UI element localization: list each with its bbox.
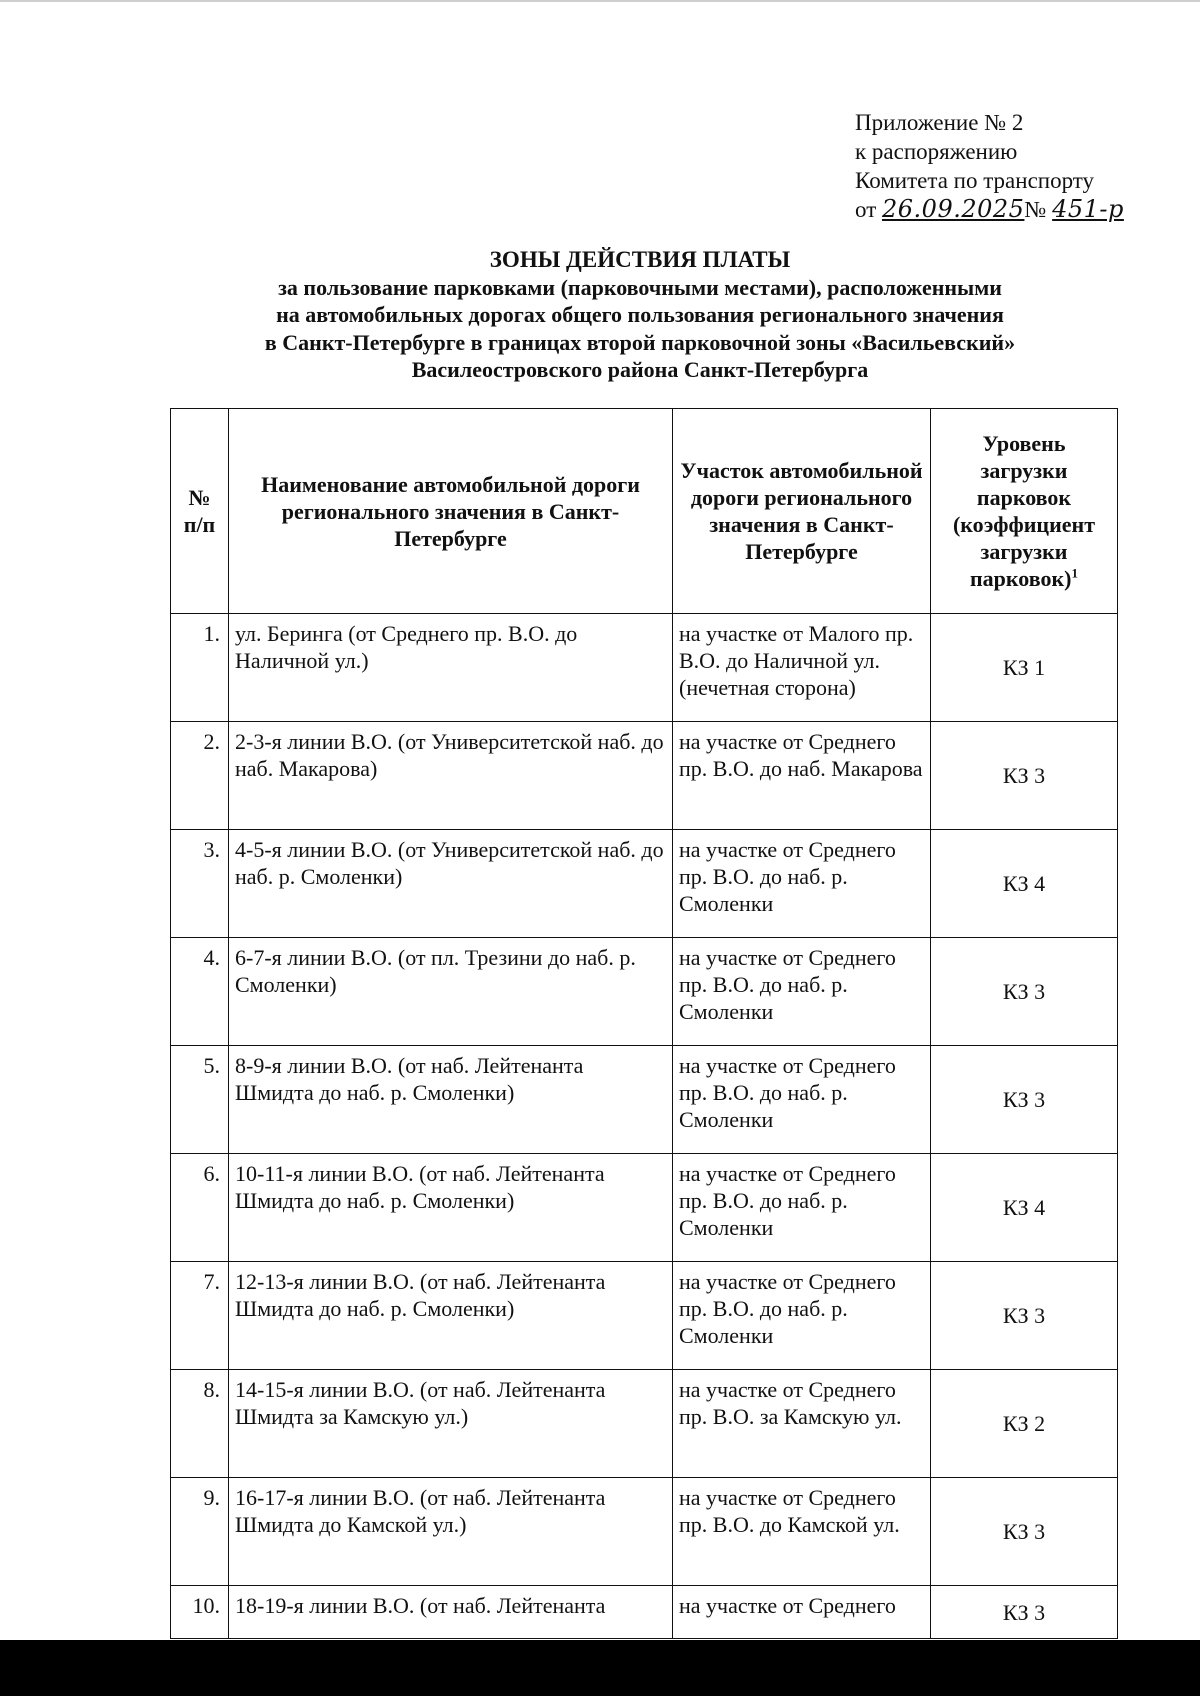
appendix-block (855, 108, 1185, 224)
load-level: КЗ 4 (931, 830, 1118, 938)
road-name: 6-7-я линии В.О. (от пл. Трезини до наб. р. Смоленки) (229, 938, 673, 1046)
road-name: ул. Беринга (от Среднего пр. В.О. до Наличной ул.) (229, 614, 673, 722)
row-number: 7. (171, 1262, 229, 1370)
load-level: КЗ 3 (931, 722, 1118, 830)
row-number: 1. (171, 614, 229, 722)
row-number: 9. (171, 1478, 229, 1586)
road-name: 4-5-я линии В.О. (от Университетской наб. до наб. р. Смоленки) (229, 830, 673, 938)
load-level: КЗ 3 (931, 1046, 1118, 1154)
handwritten-number: 451-р (1052, 195, 1124, 223)
document-title (150, 246, 1130, 384)
row-number: 5. (171, 1046, 229, 1154)
road-section: на участке от Среднего (673, 1586, 931, 1639)
road-name: 2-3-я линии В.О. (от Университетской наб. до наб. Макарова) (229, 722, 673, 830)
appendix-line-3: Комитета по транспорту (855, 168, 1095, 193)
table-row (171, 1154, 1118, 1262)
road-section: на участке от Малого пр. В.О. до Наличной ул. (нечетная сторона) (673, 614, 931, 722)
row-number: 6. (171, 1154, 229, 1262)
table-row (171, 938, 1118, 1046)
road-section: на участке от Среднего пр. В.О. до наб. Макарова (673, 722, 931, 830)
zones-table (170, 408, 1118, 1639)
title-line-3: на автомобильных дорогах общего пользования регионального значения (276, 302, 1004, 327)
header-num: № п/п (171, 409, 229, 614)
table-row (171, 830, 1118, 938)
table-row (171, 1586, 1118, 1639)
header-level-text: Уровень загрузки парковок (коэффициент загрузки парковок) (952, 431, 1096, 591)
road-name: 18-19-я линии В.О. (от наб. Лейтенанта (229, 1586, 673, 1639)
table-row (171, 614, 1118, 722)
load-level: КЗ 3 (931, 1586, 1118, 1639)
table-body (171, 614, 1118, 1639)
table-header-row (171, 409, 1118, 614)
road-section: на участке от Среднего пр. В.О. до Камской ул. (673, 1478, 931, 1586)
appendix-date-line (855, 195, 1185, 224)
road-section: на участке от Среднего пр. В.О. до наб. р. Смоленки (673, 938, 931, 1046)
header-road: Наименование автомобильной дороги регионального значения в Санкт-Петербурге (229, 409, 673, 614)
table-row (171, 722, 1118, 830)
load-level: КЗ 3 (931, 1478, 1118, 1586)
load-level: КЗ 2 (931, 1370, 1118, 1478)
row-number: 4. (171, 938, 229, 1046)
load-level: КЗ 3 (931, 1262, 1118, 1370)
scan-edge-bottom (0, 1640, 1200, 1696)
table-row (171, 1262, 1118, 1370)
footnote-mark: 1 (1071, 565, 1078, 581)
road-section: на участке от Среднего пр. В.О. до наб. р. Смоленки (673, 830, 931, 938)
load-level: КЗ 3 (931, 938, 1118, 1046)
handwritten-date: 26.09.2025 (882, 195, 1025, 223)
header-section: Участок автомобильной дороги регионального значения в Санкт-Петербурге (673, 409, 931, 614)
title-line-5: Василеостровского района Санкт-Петербурга (411, 357, 869, 382)
title-line-4: в Санкт-Петербурге в границах второй парковочной зоны «Васильевский» (264, 329, 1016, 355)
road-name: 8-9-я линии В.О. (от наб. Лейтенанта Шмидта до наб. р. Смоленки) (229, 1046, 673, 1154)
table-row (171, 1370, 1118, 1478)
road-name: 12-13-я линии В.О. (от наб. Лейтенанта Шмидта до наб. р. Смоленки) (229, 1262, 673, 1370)
road-section: на участке от Среднего пр. В.О. до наб. р. Смоленки (673, 1046, 931, 1154)
road-name: 14-15-я линии В.О. (от наб. Лейтенанта Шмидта за Камскую ул.) (229, 1370, 673, 1478)
table-row (171, 1046, 1118, 1154)
title-line-2: за пользование парковками (парковочными местами), расположенными (278, 274, 1002, 300)
road-section: на участке от Среднего пр. В.О. до наб. р. Смоленки (673, 1262, 931, 1370)
header-level (931, 409, 1118, 614)
road-name: 10-11-я линии В.О. (от наб. Лейтенанта Шмидта до наб. р. Смоленки) (229, 1154, 673, 1262)
road-name: 16-17-я линии В.О. (от наб. Лейтенанта Шмидта до Камской ул.) (229, 1478, 673, 1586)
scan-edge-top (0, 0, 1200, 2)
number-label: № (1024, 197, 1047, 222)
table-row (171, 1478, 1118, 1586)
road-section: на участке от Среднего пр. В.О. за Камскую ул. (673, 1370, 931, 1478)
row-number: 3. (171, 830, 229, 938)
title-main: ЗОНЫ ДЕЙСТВИЯ ПЛАТЫ (489, 247, 791, 272)
load-level: КЗ 1 (931, 614, 1118, 722)
appendix-line-1: Приложение № 2 (855, 110, 1024, 135)
load-level: КЗ 4 (931, 1154, 1118, 1262)
appendix-line-2: к распоряжению (855, 139, 1018, 164)
row-number: 8. (171, 1370, 229, 1478)
from-label: от (855, 197, 877, 222)
row-number: 10. (171, 1586, 229, 1639)
row-number: 2. (171, 722, 229, 830)
road-section: на участке от Среднего пр. В.О. до наб. р. Смоленки (673, 1154, 931, 1262)
